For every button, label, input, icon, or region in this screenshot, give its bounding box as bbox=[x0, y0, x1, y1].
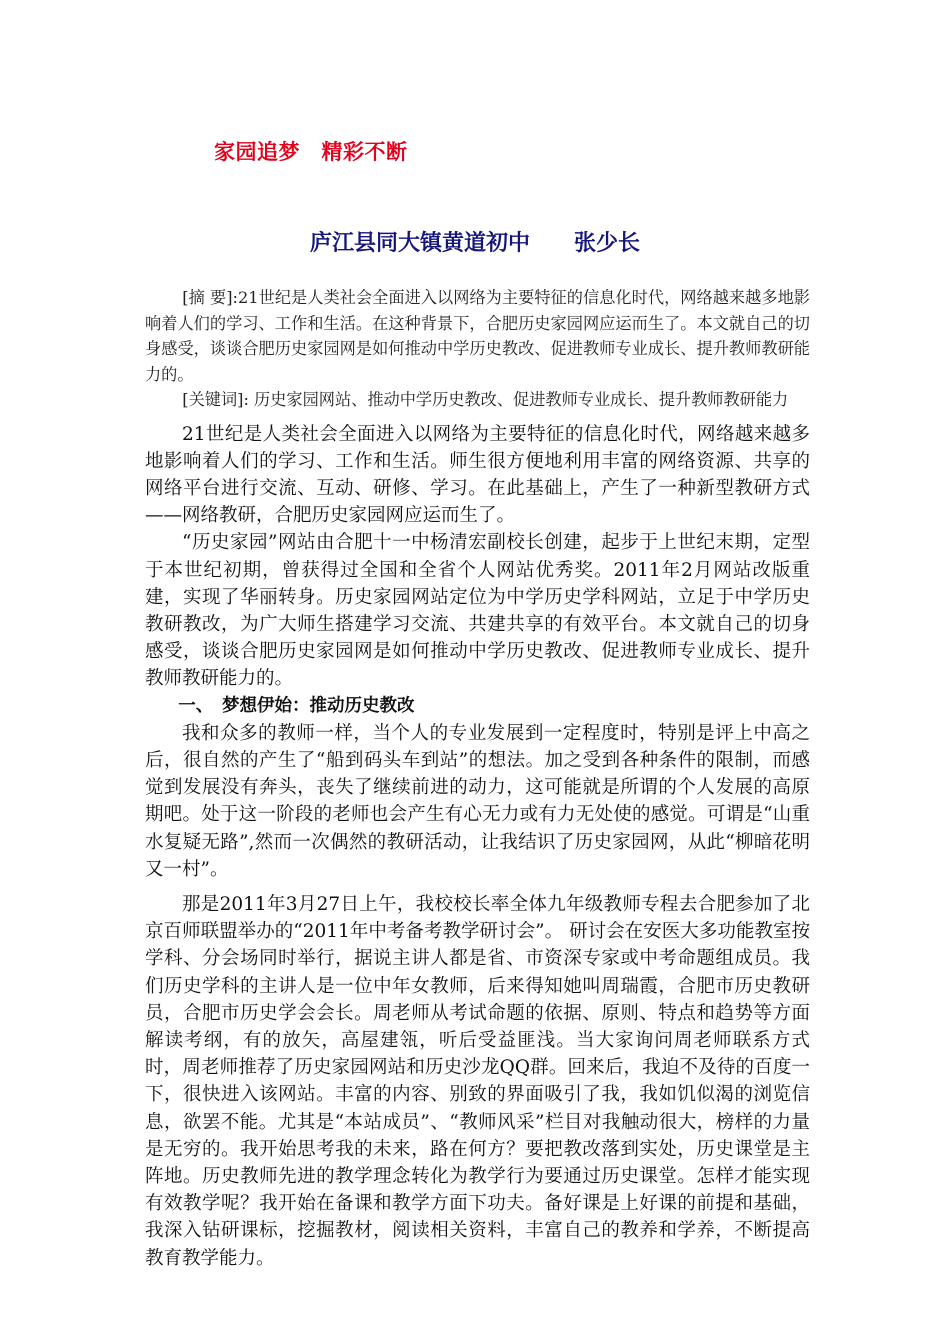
section-heading: 一、 梦想伊始：推动历史教改 bbox=[178, 695, 415, 716]
document-body bbox=[145, 285, 810, 1272]
paragraph: “历史家园”网站由合肥十一中杨清宏副校长创建，起步于上世纪末期，定型于本世纪初期，曾获得过全国和全省个人网站优秀奖。2011年2月网站改版重建，实现了华丽转身。历史家园网站定位为中学历史学科网站，立足于中学历史教研教改，为广大师生搭建学习交流、共建共享的有效平台。本文就自己的切身感受，谈谈合肥历史家园网是如何推动中学历史教改、促进教师专业成长、提升教师教研能力的。 bbox=[145, 532, 810, 690]
main-text bbox=[145, 421, 810, 1272]
keywords-text: [关键词]: 历史家园网站、推动中学历史教改、促进教师专业成长、提升教师教研能力 bbox=[182, 390, 789, 409]
paragraph: 那是2011年3月27日上午，我校校长率全体九年级教师专程去合肥参加了北京百师联盟举办的“2011年中考备考教学研讨会”。 研讨会在安医大多功能教室按学科、分会场同时举行，据说主讲人都是省、市资深专家或中考命题组成员。我们历史学科的主讲人是一位中年女教师，后来得知她叫周瑞霞，合肥市历史教研员，合肥市历史学会会长。周老师从考试命题的依据、原则、特点和趋势等方面解读考纲，有的放矢，高屋建瓴，听后受益匪浅。当大家询问周老师联系方式时，周老师推荐了历史家园网站和历史沙龙QQ群。回来后，我迫不及待的百度一下，很快进入该网站。丰富的内容、别致的界面吸引了我，我如饥似渴的浏览信息，欲罢不能。尤其是“本站成员”、“教师风采”栏目对我触动很大，榜样的力量是无穷的。我开始思考我的未来，路在何方？要把教改落到实处，历史课堂是主阵地。历史教师先进的教学理念转化为教学行为要通过历史课堂。怎样才能实现有效教学呢？我开始在备课和教学方面下功夫。备好课是上好课的前提和基础，我深入钻研课标，挖掘教材，阅读相关资料，丰富自己的教养和学养，不断提高教育教学能力。 bbox=[145, 893, 810, 1269]
abstract-block bbox=[145, 285, 810, 413]
document-title: 家园追梦 精彩不断 bbox=[214, 140, 408, 164]
paragraph: 我和众多的教师一样，当个人的专业发展到一定程度时，特别是评上中高之后，很自然的产生了“船到码头车到站”的想法。加之受到各种条件的限制，而感觉到发展没有奔头，丧失了继续前进的动力，这可能就是所谓的个人发展的高原期吧。处于这一阶段的老师也会产生有心无力或有力无处使的感觉。可谓是“山重水复疑无路”,然而一次偶然的教研活动，让我结识了历史家园网，从此“柳暗花明又一村”。 bbox=[145, 722, 810, 880]
paragraph: 21世纪是人类社会全面进入以网络为主要特征的信息化时代，网络越来越多地影响着人们的学习、工作和生活。师生很方便地利用丰富的网络资源、共享的网络平台进行交流、互动、研修、学习。在此基础上，产生了一种新型教研方式——网络教研，合肥历史家园网应运而生了。 bbox=[145, 423, 810, 527]
document-author: 庐江县同大镇黄道初中 张少长 bbox=[309, 231, 640, 256]
abstract-text: [摘 要]:21世纪是人类社会全面进入以网络为主要特征的信息化时代，网络越来越多地影响着人们的学习、工作和生活。在这种背景下，合肥历史家园网应运而生了。本文就自己的切身感受，谈谈合肥历史家园网是如何推动中学历史教改、促进教师专业成长、提升教师教研能力的。 bbox=[145, 288, 810, 384]
